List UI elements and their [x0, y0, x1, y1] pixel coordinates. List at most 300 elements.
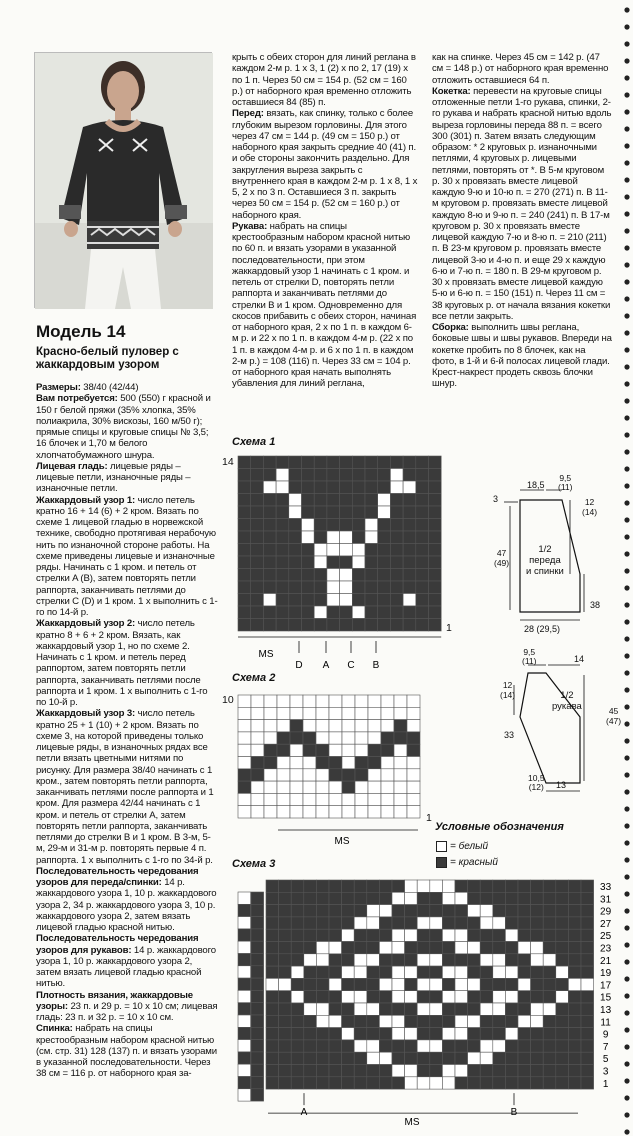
chart-cell: [279, 1077, 292, 1089]
chart-cell: [354, 892, 367, 904]
chart-cell: [416, 606, 429, 619]
chart-cell: [390, 594, 403, 607]
chart-cell: [392, 905, 405, 917]
chart-cell: [403, 456, 416, 469]
chart-cell: [455, 929, 468, 941]
chart-cell: [392, 966, 405, 978]
chart-cell: [238, 1052, 251, 1064]
chart-cell: [355, 744, 368, 756]
chart-cell: [403, 569, 416, 582]
chart-cell: [289, 581, 302, 594]
chart-cell: [251, 556, 264, 569]
chart-cell: [392, 1065, 405, 1077]
chart-cell: [263, 594, 276, 607]
chart-cell: [416, 569, 429, 582]
spiral-hole: [624, 704, 629, 709]
chart-cell: [238, 481, 251, 494]
chart-cell: [378, 519, 391, 532]
chart-cell: [394, 732, 407, 744]
chart-cell: [291, 905, 304, 917]
chart-cell: [394, 806, 407, 818]
chart-cell: [316, 942, 329, 954]
sleeve-pattern: [484, 645, 614, 795]
chart-cell: [581, 1040, 594, 1052]
white-swatch: [436, 841, 447, 852]
chart-cell: [417, 966, 430, 978]
chart-cell: [251, 990, 264, 1002]
schema3-row-number: 31: [600, 894, 612, 906]
chart-cell: [493, 1077, 506, 1089]
legend-white: [436, 841, 488, 852]
chart-cell: [238, 744, 251, 756]
chart-cell: [263, 469, 276, 482]
chart-cell: [455, 880, 468, 892]
chart-cell: [355, 732, 368, 744]
chart-cell: [379, 954, 392, 966]
chart-cell: [442, 978, 455, 990]
chart-cell: [304, 1040, 317, 1052]
chart-cell: [263, 519, 276, 532]
chart-cell: [304, 917, 317, 929]
chart-cell: [367, 929, 380, 941]
chart-cell: [279, 1028, 292, 1040]
chart-cell: [381, 806, 394, 818]
chart-cell: [480, 966, 493, 978]
chart-cell: [405, 954, 418, 966]
chart-cell: [316, 978, 329, 990]
chart-cell: [342, 781, 355, 793]
chart-cell: [556, 892, 569, 904]
chart-cell: [303, 793, 316, 805]
chart-cell: [493, 892, 506, 904]
chart-cell: [531, 1052, 544, 1064]
chart-cell: [291, 1065, 304, 1077]
chart-cell: [354, 942, 367, 954]
chart-cell: [568, 1028, 581, 1040]
chart-cell: [238, 892, 251, 904]
chart-cell: [568, 905, 581, 917]
chart-cell: [505, 1040, 518, 1052]
paragraph-heading: Размеры:: [36, 382, 81, 393]
chart-cell: [480, 1003, 493, 1015]
chart-cell: [314, 569, 327, 582]
chart-cell: [290, 744, 303, 756]
spiral-hole: [624, 840, 629, 845]
chart-cell: [468, 954, 481, 966]
chart-cell: [264, 781, 277, 793]
chart-cell: [455, 905, 468, 917]
chart-cell: [429, 531, 442, 544]
chart-cell: [340, 606, 353, 619]
chart-cell: [543, 991, 556, 1003]
chart-cell: [316, 1065, 329, 1077]
chart-cell: [342, 991, 355, 1003]
chart-cell: [304, 978, 317, 990]
chart-cell: [342, 707, 355, 719]
chart-cell: [277, 781, 290, 793]
chart-cell: [251, 1052, 264, 1064]
spiral-hole: [624, 602, 629, 607]
model-photo: [34, 52, 212, 308]
chart-cell: [302, 481, 315, 494]
paragraph-text: 23 п. и 29 р. = 10 х 10 см; лицевая гладь: 23 п. и 32 р. = 10 х 10 см.: [36, 1000, 218, 1023]
chart-cell: [367, 905, 380, 917]
chart-cell: [368, 744, 381, 756]
chart-cell: [304, 1052, 317, 1064]
chart-cell: [367, 917, 380, 929]
chart-cell: [493, 929, 506, 941]
spiral-hole: [624, 41, 629, 46]
spiral-hole: [624, 160, 629, 165]
chart-cell: [365, 519, 378, 532]
chart-cell: [417, 991, 430, 1003]
chart-cell: [354, 917, 367, 929]
chart-cell: [302, 531, 315, 544]
chart-cell: [403, 481, 416, 494]
chart-cell: [442, 917, 455, 929]
red-swatch: [436, 857, 447, 868]
chart-cell: [314, 544, 327, 557]
chart-cell: [276, 481, 289, 494]
chart-cell: [518, 917, 531, 929]
front-raglan: 12 (14): [582, 497, 598, 517]
chart-cell: [505, 942, 518, 954]
spiral-hole: [624, 721, 629, 726]
chart-cell: [302, 619, 315, 632]
chart-cell: [290, 720, 303, 732]
paragraph-heading: Вам потребуется:: [36, 393, 118, 405]
chart-cell: [342, 1028, 355, 1040]
chart-cell: [379, 966, 392, 978]
chart-cell: [581, 929, 594, 941]
chart-cell: [251, 904, 264, 916]
chart-cell: [354, 954, 367, 966]
chart-cell: [342, 1077, 355, 1089]
chart-cell: [327, 606, 340, 619]
chart-cell: [480, 929, 493, 941]
chart-cell: [379, 978, 392, 990]
chart-cell: [302, 544, 315, 557]
paragraph-text: крыть с обеих сторон для линий реглана в каждом 2-м р. 1 х 3, 1 (2) х по 2, 17 (19) х по 1 п. Через 50 см = 154 р. (52 см = 160 р.) от наборного края временно отложить оставшиеся 84 (85) п.: [232, 52, 416, 108]
paragraph: [432, 322, 612, 390]
chart-cell: [279, 966, 292, 978]
chart-cell: [238, 707, 251, 719]
chart-cell: [238, 619, 251, 632]
front-right: 38: [590, 600, 601, 610]
chart-cell: [251, 494, 264, 507]
paragraph-text: 500 (550) г красной и 150 г белой пряжи (35% хлопка, 35% полиакрила, 30% вискозы, 160 м/50 г); прямые спицы и круговые спицы № 3,5; 16 блочек и 1,70 м белого хлопчатобумажного шнура.: [36, 393, 211, 461]
chart-cell: [480, 1077, 493, 1089]
chart-cell: [556, 978, 569, 990]
spiral-hole: [624, 619, 629, 624]
chart-cell: [468, 929, 481, 941]
chart-cell: [416, 619, 429, 632]
chart-cell: [304, 880, 317, 892]
chart-cell: [505, 1052, 518, 1064]
sleeve-raglan: 12 (14): [500, 680, 516, 700]
chart-cell: [304, 954, 317, 966]
chart-cell: [543, 954, 556, 966]
chart-cell: [266, 1028, 279, 1040]
chart-cell: [392, 1040, 405, 1052]
chart-cell: [251, 481, 264, 494]
chart-cell: [304, 966, 317, 978]
schema1-arrow-label: D: [295, 660, 303, 671]
schema1-ms: MS: [258, 649, 274, 660]
chart-cell: [493, 1028, 506, 1040]
chart-cell: [342, 732, 355, 744]
chart-cell: [416, 494, 429, 507]
paragraph: [36, 382, 218, 393]
chart-cell: [392, 1077, 405, 1089]
chart-cell: [340, 594, 353, 607]
chart-cell: [468, 1065, 481, 1077]
chart-cell: [581, 917, 594, 929]
chart-cell: [417, 905, 430, 917]
chart-cell: [314, 506, 327, 519]
chart-cell: [329, 1052, 342, 1064]
chart-cell: [493, 954, 506, 966]
chart-cell: [405, 905, 418, 917]
chart-cell: [505, 991, 518, 1003]
chart-cell: [342, 695, 355, 707]
chart-cell: [394, 720, 407, 732]
spiral-hole: [624, 755, 629, 760]
chart-cell: [354, 978, 367, 990]
chart-cell: [407, 707, 420, 719]
chart-cell: [381, 707, 394, 719]
chart-cell: [352, 456, 365, 469]
chart-cell: [290, 757, 303, 769]
chart-cell: [238, 793, 251, 805]
chart-cell: [263, 569, 276, 582]
chart-cell: [316, 966, 329, 978]
chart-cell: [342, 744, 355, 756]
paragraph-heading: Последовательность чередования узоров для рукавов:: [36, 933, 199, 956]
chart-cell: [291, 892, 304, 904]
chart-cell: [279, 905, 292, 917]
chart-cell: [531, 880, 544, 892]
chart-cell: [368, 695, 381, 707]
schema1-arrow-label: C: [347, 660, 355, 671]
chart-cell: [405, 892, 418, 904]
chart-cell: [238, 569, 251, 582]
chart-cell: [543, 917, 556, 929]
paragraph-heading: Лицевая гладь:: [36, 460, 108, 472]
chart-cell: [303, 781, 316, 793]
chart-cell: [379, 917, 392, 929]
chart-cell: [342, 978, 355, 990]
chart-cell: [302, 606, 315, 619]
chart-cell: [531, 1028, 544, 1040]
chart-cell: [251, 793, 264, 805]
chart-cell: [329, 917, 342, 929]
chart-cell: [405, 1052, 418, 1064]
chart-cell: [276, 594, 289, 607]
chart-cell: [468, 892, 481, 904]
chart-cell: [568, 917, 581, 929]
chart-cell: [417, 1052, 430, 1064]
chart-cell: [403, 506, 416, 519]
chart-cell: [289, 544, 302, 557]
chart-cell: [251, 757, 264, 769]
chart-cell: [416, 556, 429, 569]
chart-cell: [405, 1028, 418, 1040]
chart-cell: [378, 606, 391, 619]
chart-cell: [238, 720, 251, 732]
chart-cell: [354, 1040, 367, 1052]
chart-cell: [430, 991, 443, 1003]
chart-cell: [403, 494, 416, 507]
spiral-hole: [624, 58, 629, 63]
chart-cell: [381, 769, 394, 781]
chart-cell: [368, 806, 381, 818]
chart-cell: [251, 732, 264, 744]
chart-cell: [430, 1028, 443, 1040]
chart-cell: [302, 594, 315, 607]
front-top: 18,5: [527, 480, 545, 490]
chart-cell: [531, 905, 544, 917]
chart-cell: [251, 720, 264, 732]
spiral-hole: [624, 517, 629, 522]
chart-cell: [264, 744, 277, 756]
paragraph: [432, 52, 612, 86]
chart-cell: [352, 481, 365, 494]
chart-cell: [568, 880, 581, 892]
chart-cell: [291, 1003, 304, 1015]
chart-cell: [429, 481, 442, 494]
chart-cell: [342, 806, 355, 818]
chart-cell: [342, 757, 355, 769]
chart-cell: [329, 1077, 342, 1089]
chart-cell: [367, 880, 380, 892]
front-label: 1/2 переда и спинки: [526, 544, 564, 577]
chart-cell: [405, 1077, 418, 1089]
chart-cell: [381, 720, 394, 732]
legend-red-label: = красный: [450, 857, 498, 868]
chart-cell: [340, 456, 353, 469]
chart-cell: [531, 917, 544, 929]
chart-cell: [238, 469, 251, 482]
chart-cell: [291, 1028, 304, 1040]
chart-cell: [407, 793, 420, 805]
chart-cell: [468, 978, 481, 990]
legend-red: [436, 857, 498, 868]
chart-cell: [455, 942, 468, 954]
chart-cell: [264, 793, 277, 805]
chart-cell: [556, 917, 569, 929]
chart-cell: [505, 905, 518, 917]
chart-cell: [303, 720, 316, 732]
chart-cell: [251, 707, 264, 719]
chart-cell: [468, 1028, 481, 1040]
paragraph-text: число петель кратно 16 + 14 (6) + 2 кром. Вязать по схеме 1 лицевой гладью в норвежской технике, свободно протягивая нерабочую нить по изнаночной стороне работы. На схеме приведены лицевые и изнаночные ряды. Начинать с 1 кром. и петель от стрелки A (B), затем повторять петли раппорта, заканчивать петлями до стрелки C (D) и 1 кром. 1 х выполнить с 1-го по 14-й р.: [36, 494, 218, 618]
chart-cell: [365, 569, 378, 582]
chart-cell: [329, 1040, 342, 1052]
chart-cell: [390, 481, 403, 494]
chart-cell: [290, 769, 303, 781]
chart-cell: [543, 880, 556, 892]
chart-cell: [368, 793, 381, 805]
schema1-grid: [238, 456, 444, 671]
spiral-hole: [624, 925, 629, 930]
chart-cell: [291, 1040, 304, 1052]
chart-cell: [352, 606, 365, 619]
chart-cell: [543, 1003, 556, 1015]
chart-cell: [543, 942, 556, 954]
chart-cell: [379, 880, 392, 892]
chart-cell: [379, 1003, 392, 1015]
chart-cell: [329, 1003, 342, 1015]
spiral-hole: [624, 381, 629, 386]
chart-cell: [304, 942, 317, 954]
chart-cell: [381, 732, 394, 744]
chart-cell: [390, 519, 403, 532]
chart-cell: [392, 991, 405, 1003]
chart-cell: [581, 942, 594, 954]
paragraph-heading: Перед:: [232, 108, 264, 120]
chart-cell: [276, 519, 289, 532]
chart-cell: [340, 569, 353, 582]
chart-cell: [429, 619, 442, 632]
chart-cell: [505, 954, 518, 966]
spiral-hole: [624, 296, 629, 301]
chart-cell: [251, 506, 264, 519]
chart-cell: [378, 469, 391, 482]
chart-cell: [263, 606, 276, 619]
chart-cell: [327, 456, 340, 469]
chart-cell: [329, 880, 342, 892]
schema3-row-number: 7: [602, 1041, 609, 1053]
chart-cell: [392, 1015, 405, 1027]
spiral-hole: [624, 585, 629, 590]
chart-cell: [251, 1003, 264, 1015]
chart-cell: [316, 1015, 329, 1027]
spiral-hole: [624, 670, 629, 675]
chart-cell: [568, 1015, 581, 1027]
paragraph: [36, 708, 218, 866]
chart-cell: [329, 929, 342, 941]
spiral-hole: [624, 1044, 629, 1049]
chart-cell: [276, 581, 289, 594]
chart-cell: [251, 1064, 264, 1076]
spiral-hole: [624, 1112, 629, 1117]
spiral-hole: [624, 109, 629, 114]
schema3-row-number: 5: [602, 1054, 609, 1066]
chart-cell: [327, 519, 340, 532]
chart-cell: [304, 1077, 317, 1089]
chart-cell: [266, 1015, 279, 1027]
chart-cell: [365, 556, 378, 569]
chart-cell: [352, 556, 365, 569]
paragraph-heading: Плотность вязания, жаккардовые узоры:: [36, 989, 193, 1012]
spiral-hole: [624, 194, 629, 199]
chart-cell: [531, 1015, 544, 1027]
chart-cell: [468, 880, 481, 892]
chart-cell: [277, 707, 290, 719]
chart-cell: [251, 1089, 264, 1101]
schema3-row-number: 19: [600, 968, 612, 980]
chart-cell: [417, 929, 430, 941]
chart-cell: [279, 991, 292, 1003]
chart-cell: [238, 544, 251, 557]
chart-cell: [238, 695, 251, 707]
chart-cell: [429, 581, 442, 594]
chart-cell: [238, 978, 251, 990]
chart-cell: [378, 619, 391, 632]
chart-cell: [279, 880, 292, 892]
chart-cell: [290, 806, 303, 818]
